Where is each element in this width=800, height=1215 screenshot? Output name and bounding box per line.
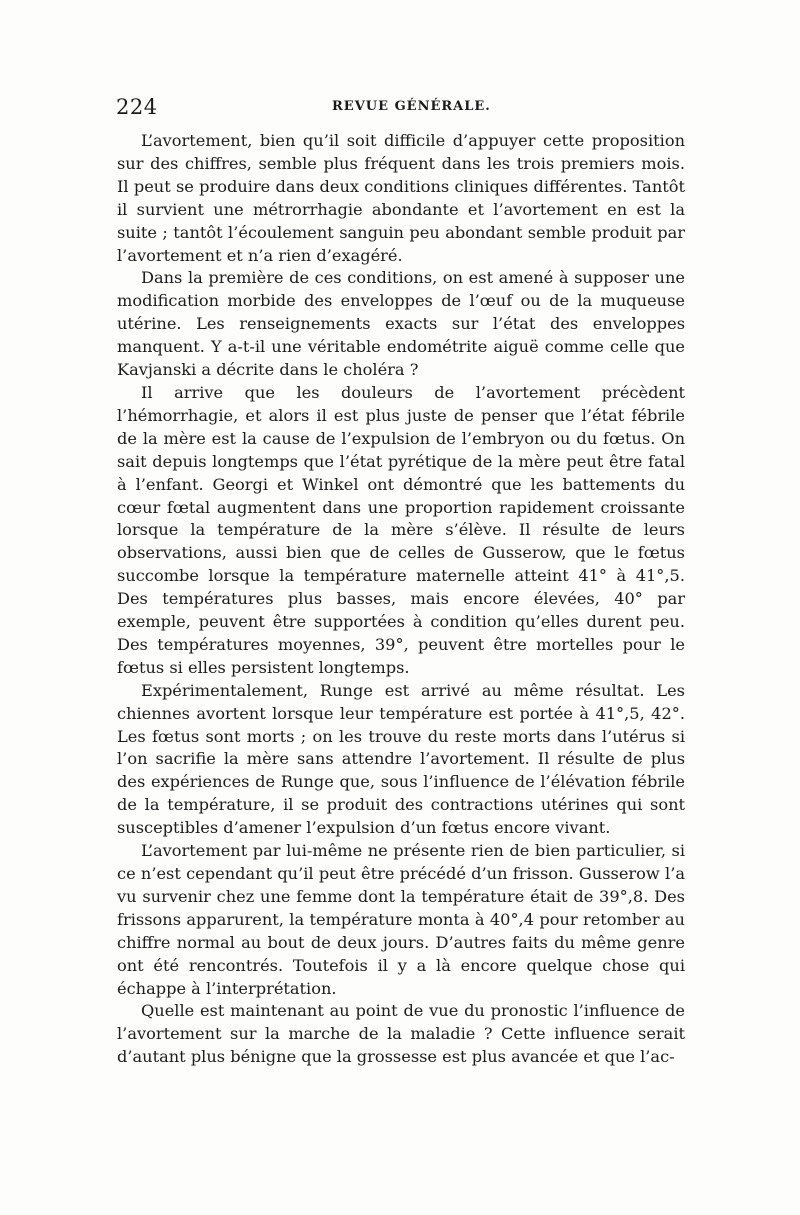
paragraph: L’avortement, bien qu’il soit difficile d’appuyer cette proposition sur des chiffres, semble plus fréquent dans les trois premiers mois. Il peut se produire dans deux conditions cliniques différentes. Tantôt il survient une métrorrhagie abondante et l’avortement en est la suite ; tantôt l’écoulement sanguin peu abondant semble produit par l’avortement et n’a rien d’exagéré. <box>117 131 685 265</box>
running-title: REVUE GÉNÉRALE. <box>332 99 491 114</box>
page-header <box>116 95 686 123</box>
body-text <box>117 130 685 1069</box>
paragraph: Expérimentalement, Runge est arrivé au même résultat. Les chiennes avortent lorsque leur température est portée à 41°,5, 42°. Les fœtus sont morts ; on les trouve du reste morts dans l’utérus si l’on sacrifie la mère sans attendre l’avortement. Il résulte de plus des expériences de Runge que, sous l’influence de l’élévation fébrile de la température, il se produit des contractions utérines qui sont susceptibles d’amener l’expulsion d’un fœtus encore vivant. <box>117 680 685 838</box>
page-number: 224 <box>116 95 158 119</box>
paragraph: Quelle est maintenant au point de vue du pronostic l’influence de l’avortement sur la marche de la maladie ? Cette influence serait d’autant plus bénigne que la grossesse est plus avancée et que l’ac- <box>117 1001 685 1067</box>
paragraph: L’avortement par lui-même ne présente rien de bien particulier, si ce n’est cependant qu’il peut être précédé d’un frisson. Gusserow l’a vu survenir chez une femme dont la température était de 39°,8. Des frissons apparurent, la température monta à 40°,4 pour retomber au chiffre normal au bout de deux jours. D’autres faits du même genre ont été rencontrés. Toutefois il y a là encore quelque chose qui échappe à l’interprétation. <box>117 841 685 998</box>
paragraph: Il arrive que les douleurs de l’avortement précèdent l’hémorrhagie, et alors il est plus juste de penser que l’état fébrile de la mère est la cause de l’expulsion de l’embryon ou du fœtus. On sait depuis longtemps que l’état pyrétique de la mère peut être fatal à l’enfant. Georgi et Winkel ont démontré que les battements du cœur fœtal augmentent dans une proportion rapidement croissante lorsque la température de la mère s’élève. Il résulte de leurs observations, aussi bien que de celles de Gusserow, que le fœtus succombe lorsque la température maternelle atteint 41° à 41°,5. Des températures plus basses, mais encore élevées, 40° par exemple, peuvent être supportées à condition qu’elles durent peu. Des températures moyennes, 39°, peuvent être mortelles pour le fœtus si elles persistent longtemps. <box>117 382 685 677</box>
paragraph: Dans la première de ces conditions, on est amené à supposer une modification morbide des enveloppes de l’œuf ou de la muqueuse utérine. Les renseignements exacts sur l’état des enveloppes manquent. Y a-t-il une véritable endométrite aiguë comme celle que Kavjanski a décrite dans le choléra ? <box>117 268 685 380</box>
